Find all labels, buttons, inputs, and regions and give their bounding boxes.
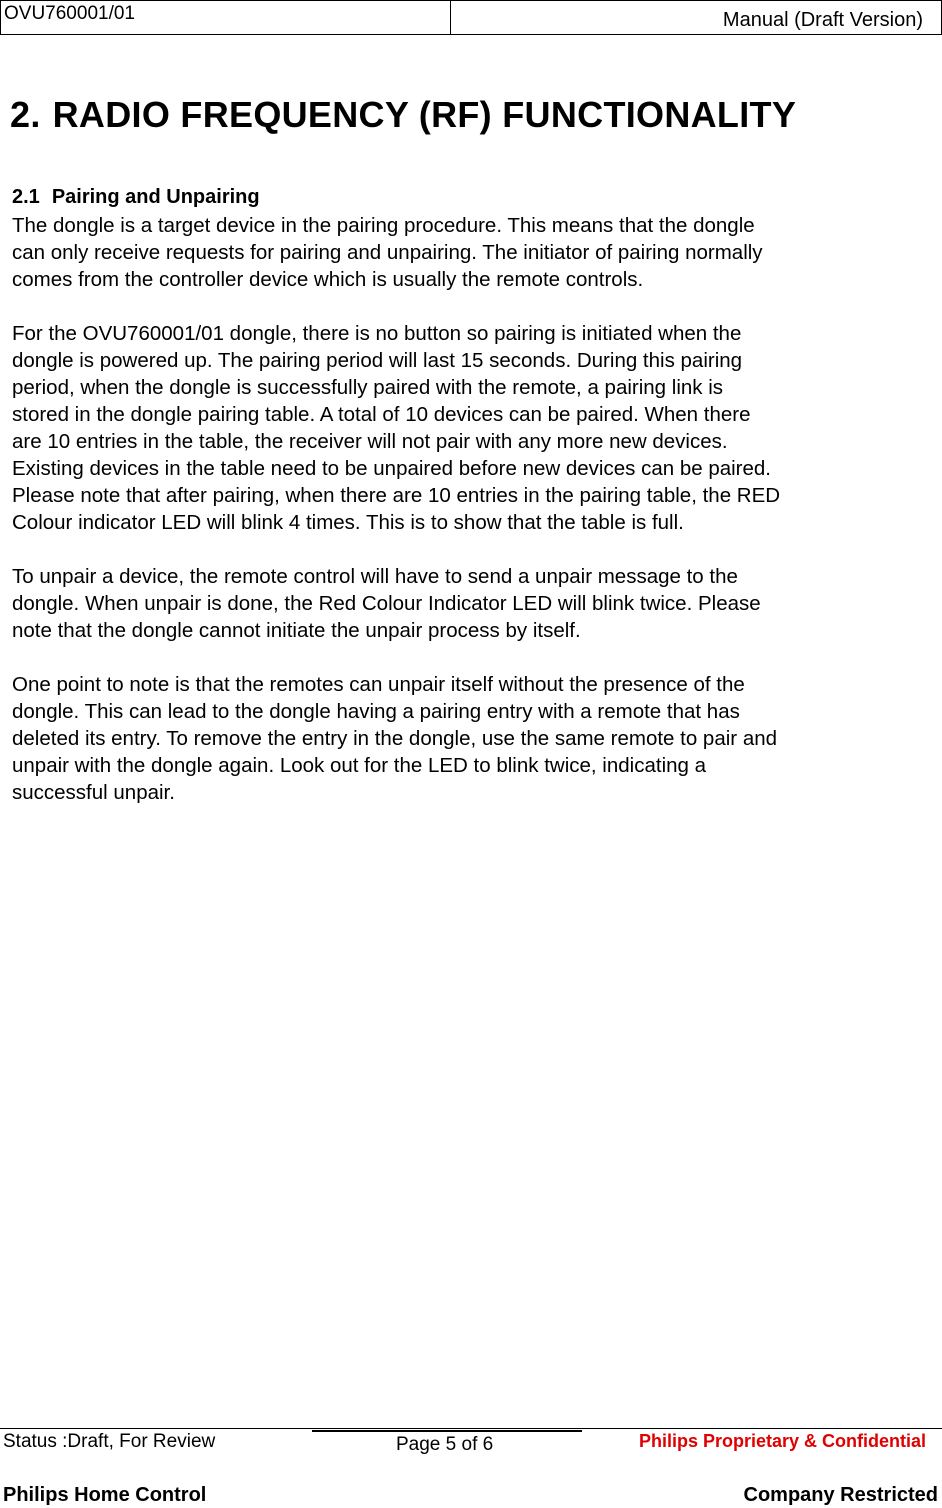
restriction-label: Company Restricted	[743, 1484, 938, 1506]
paragraph: One point to note is that the remotes can unpair itself without the presence of the dongle. This can lead to the dongle having a pairing entry with a remote that has deleted its entry. To remove the entry in the dongle, use the same remote to pair and unpair with the dongle again. Look out for the LED to blink twice, indicating a successful unpair.	[12, 673, 778, 804]
subsection-title: Pairing and Unpairing	[51, 186, 260, 208]
subsection-number: 2.1	[12, 186, 40, 208]
footer-status: Status :Draft, For Review	[3, 1431, 216, 1452]
paragraph: The dongle is a target device in the pairing procedure. This means that the dongle can only receive requests for pairing and unpairing. The initiator of pairing normally comes from the controller device which is usually the remote controls.	[12, 214, 763, 291]
document-id: OVU760001/01	[1, 1, 451, 34]
subsection-heading	[12, 186, 260, 209]
paragraph: To unpair a device, the remote control will have to send a unpair message to the dongle. When unpair is done, the Red Colour Indicator LED will blink twice. Please note that the dongle cannot initiate the unpair process by itself.	[12, 565, 761, 642]
body-text	[12, 212, 927, 833]
confidentiality-label: Philips Proprietary & Confidential	[638, 1431, 926, 1451]
footer-divider	[0, 1428, 942, 1429]
section-heading	[10, 94, 796, 136]
document-type: Manual (Draft Version)	[722, 9, 923, 31]
section-number: 2.	[10, 94, 41, 135]
company-name: Philips Home Control	[3, 1484, 207, 1506]
document-header	[0, 0, 942, 35]
paragraph: For the OVU760001/01 dongle, there is no button so pairing is initiated when the dongle is powered up. The pairing period will last 15 seconds. During this pairing period, when the dongle is successfully paired with the remote, a pairing link is stored in the dongle pairing table. A total of 10 devices can be paired. When there are 10 entries in the table, the receiver will not pair with any more new devices. Existing devices in the table need to be unpaired before new devices can be paired. Please note that after pairing, when there are 10 entries in the pairing table, the RED Colour indicator LED will blink 4 times. This is to show that the table is full.	[12, 322, 781, 534]
page-number-rule	[312, 1430, 582, 1432]
section-title: RADIO FREQUENCY (RF) FUNCTIONALITY	[52, 94, 797, 135]
page-number: Page 5 of 6	[396, 1434, 494, 1455]
